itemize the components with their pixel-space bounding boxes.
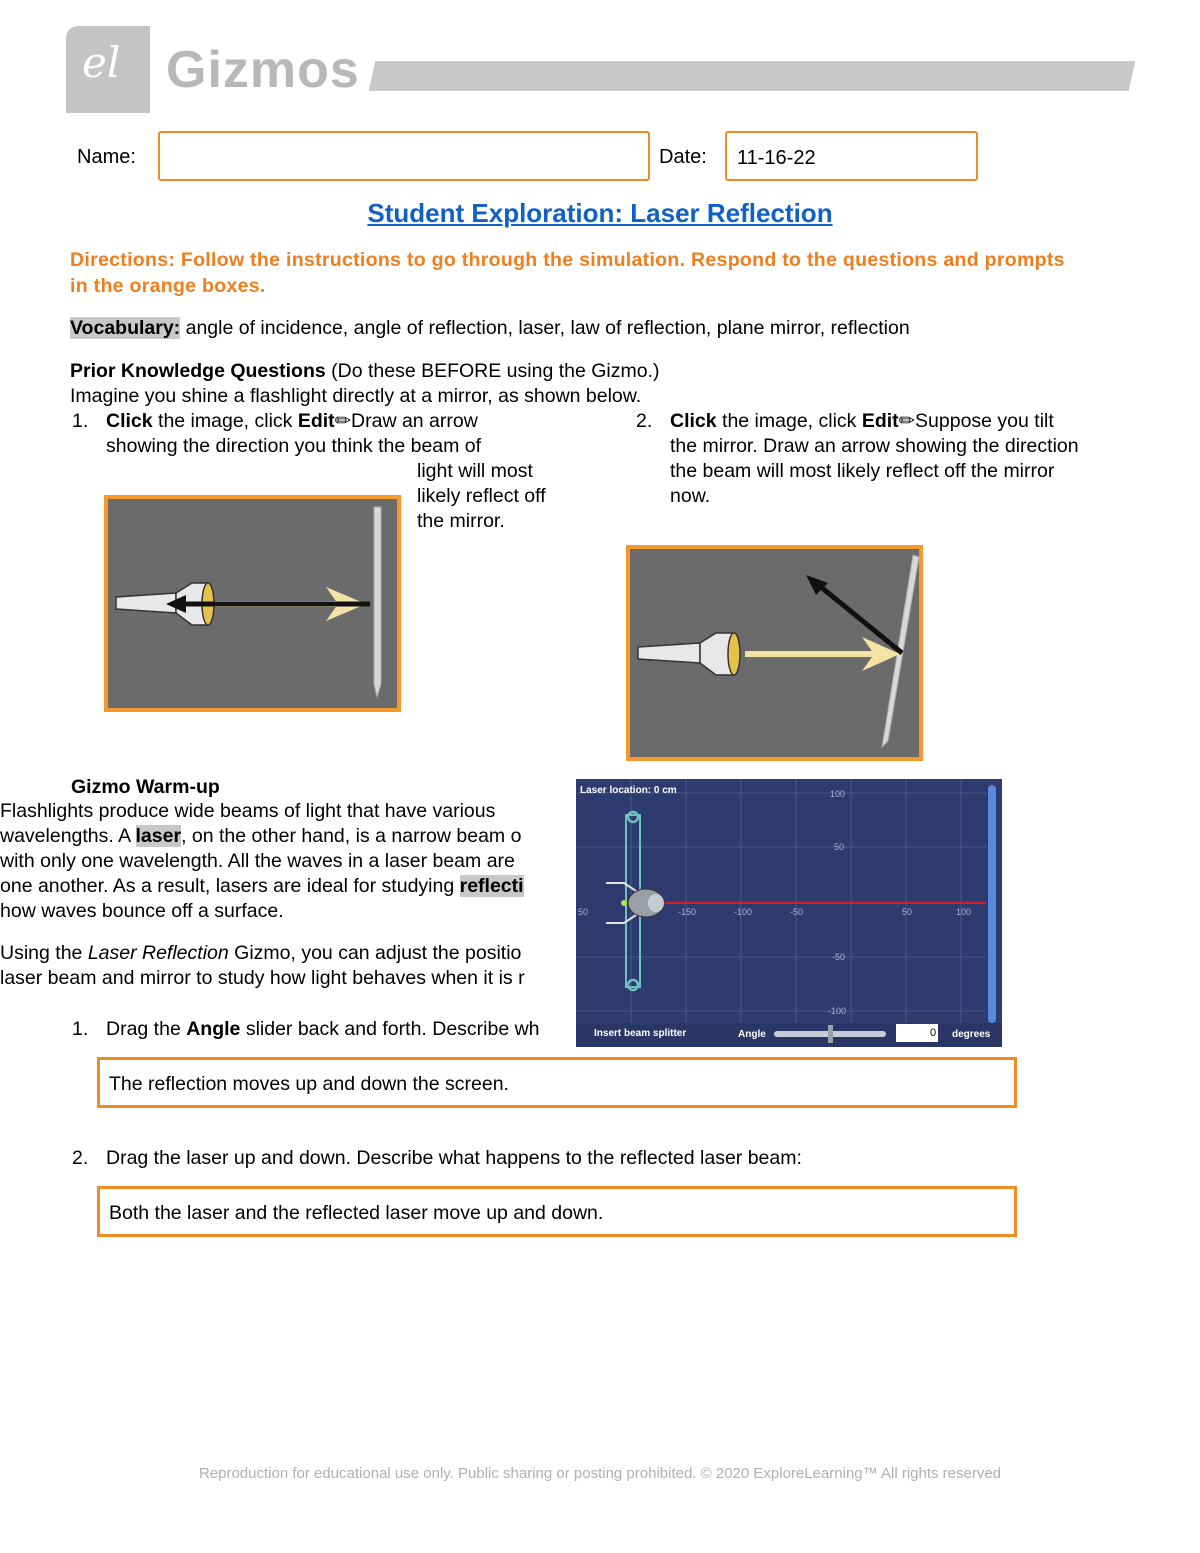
prior-heading-line xyxy=(70,359,660,384)
directions: Directions: Follow the instructions to go through the simulation. Respond to the questions and prompts in the orange boxes. xyxy=(70,249,1065,297)
prior-q1-text-a: the image, click xyxy=(158,410,293,432)
page-title: Student Exploration: Laser Reflection xyxy=(367,198,833,228)
warmup-p1-line1: Flashlights produce wide beams of light that have various xyxy=(0,800,496,822)
warmup-p2-l1a: Using the xyxy=(0,942,83,964)
prior-q2-line3: the beam will most likely reflect off the mirror xyxy=(670,460,1055,482)
warmup-p2-line1 xyxy=(0,941,521,966)
sim-y-label: -50 xyxy=(832,952,846,962)
date-value: 11-16-22 xyxy=(737,147,816,169)
warmup-p1-line3: with only one wavelength. All the waves in a laser beam are xyxy=(0,850,515,872)
warmup-p2-l1b: Gizmo, you can adjust the positio xyxy=(234,942,522,964)
answer-box-1[interactable] xyxy=(97,1057,1017,1108)
prior-heading: Prior Knowledge Questions xyxy=(70,360,326,382)
warmup-p1-l2b: , on the other hand, is a narrow beam o xyxy=(181,825,522,847)
prior-q2-image[interactable] xyxy=(626,545,923,761)
footer-copyright: Reproduction for educational use only. Public sharing or posting prohibited. © 2020 ExploreLearning™ All rights reserved xyxy=(198,1465,1002,1482)
answer-box-2[interactable] xyxy=(97,1186,1017,1237)
date-field[interactable] xyxy=(725,131,978,181)
sim-y-label: 100 xyxy=(830,789,846,799)
warmup-p2-gizmo-name: Laser Reflection xyxy=(87,942,229,964)
flashlight-mirror-illustration xyxy=(108,499,397,708)
sim-y-label: 50 xyxy=(834,842,845,852)
degrees-label: degrees xyxy=(952,1029,991,1040)
warmup-p1-line2 xyxy=(0,824,521,849)
laser-reflection-simulation[interactable] xyxy=(576,779,1002,1047)
warmup-p1-line4 xyxy=(0,874,524,899)
logo-wordmark: Gizmos xyxy=(166,41,360,99)
prior-q2-line2: the mirror. Draw an arrow showing the direction xyxy=(670,435,1079,457)
name-label: Name: xyxy=(77,146,136,168)
prior-q2-line1 xyxy=(670,409,1054,434)
answer-1-text: The reflection moves up and down the screen. xyxy=(109,1073,509,1095)
prior-q2-number: 2. xyxy=(636,410,653,432)
sim-x-label: -100 xyxy=(734,907,753,917)
term-laser: laser xyxy=(135,825,182,847)
warmup-q1-angle: Angle xyxy=(186,1018,241,1040)
warmup-p1-l4a: one another. As a result, lasers are ideal for studying xyxy=(0,875,455,897)
prior-q1-line2: showing the direction you think the beam of xyxy=(106,435,482,457)
prior-q2-line4: now. xyxy=(670,485,711,507)
logo-glyph: el xyxy=(82,38,121,87)
sim-x-label: -150 xyxy=(678,907,697,917)
vocabulary-terms: angle of incidence, angle of reflection, laser, law of reflection, plane mirror, reflection xyxy=(185,317,910,339)
vocabulary-label: Vocabulary: xyxy=(70,317,181,339)
answer-2-text: Both the laser and the reflected laser move up and down. xyxy=(109,1202,604,1224)
prior-q1-line4: likely reflect off xyxy=(417,485,546,507)
prior-q2-text-a: the image, click xyxy=(722,410,857,432)
prior-q2-text-b: Suppose you tilt xyxy=(915,410,1054,432)
warmup-q1-prompt xyxy=(106,1017,540,1042)
angle-slider-label: Angle xyxy=(738,1029,766,1040)
pencil-icon: ✏ xyxy=(334,410,352,432)
prior-q2-click: Click xyxy=(670,410,717,432)
prior-q1-number: 1. xyxy=(72,410,89,432)
warmup-heading: Gizmo Warm-up xyxy=(71,776,220,798)
sim-x-label: -50 xyxy=(790,907,804,917)
prior-q1-line3: light will most xyxy=(417,460,533,482)
warmup-q1-number: 1. xyxy=(72,1018,89,1040)
prior-q1-click: Click xyxy=(106,410,153,432)
header-bar xyxy=(369,61,1135,91)
warmup-p2-line2: laser beam and mirror to study how light behaves when it is r xyxy=(0,967,525,989)
simulation-grid xyxy=(576,779,1002,1047)
prior-heading-note: (Do these BEFORE using the Gizmo.) xyxy=(331,360,660,382)
angle-value-input[interactable]: 0 xyxy=(930,1027,937,1039)
insert-beam-splitter-button[interactable]: Insert beam splitter xyxy=(594,1028,687,1039)
term-reflection: reflecti xyxy=(459,875,524,897)
pencil-icon: ✏ xyxy=(898,410,916,432)
name-field[interactable] xyxy=(158,131,650,181)
prior-q1-line1 xyxy=(106,409,478,434)
warmup-q1-text-a: Drag the xyxy=(106,1018,181,1040)
sim-x-label: 50 xyxy=(902,907,913,917)
prior-q1-text-b: Draw an arrow xyxy=(351,410,478,432)
prior-q1-image[interactable] xyxy=(104,495,401,712)
sim-x-label: 50 xyxy=(578,907,589,917)
prior-q2-edit: Edit xyxy=(861,410,899,432)
warmup-p1-l2a: wavelengths. A xyxy=(0,825,131,847)
date-label: Date: xyxy=(659,146,707,168)
warmup-q1-text-b: slider back and forth. Describe wh xyxy=(245,1018,540,1040)
warmup-p1-line5: how waves bounce off a surface. xyxy=(0,900,284,922)
prior-q1-line5: the mirror. xyxy=(417,510,505,532)
warmup-q2-prompt: Drag the laser up and down. Describe what happens to the reflected laser beam: xyxy=(106,1147,802,1169)
prior-q1-edit: Edit xyxy=(297,410,335,432)
sim-x-label: 100 xyxy=(956,907,972,917)
sim-y-label: -100 xyxy=(828,1006,847,1016)
sim-laser-location: Laser location: 0 cm xyxy=(580,785,677,796)
tilted-mirror-illustration xyxy=(630,549,919,757)
vocabulary xyxy=(70,315,910,341)
prior-intro: Imagine you shine a flashlight directly at a mirror, as shown below. xyxy=(70,385,642,407)
warmup-q2-number: 2. xyxy=(72,1147,89,1169)
